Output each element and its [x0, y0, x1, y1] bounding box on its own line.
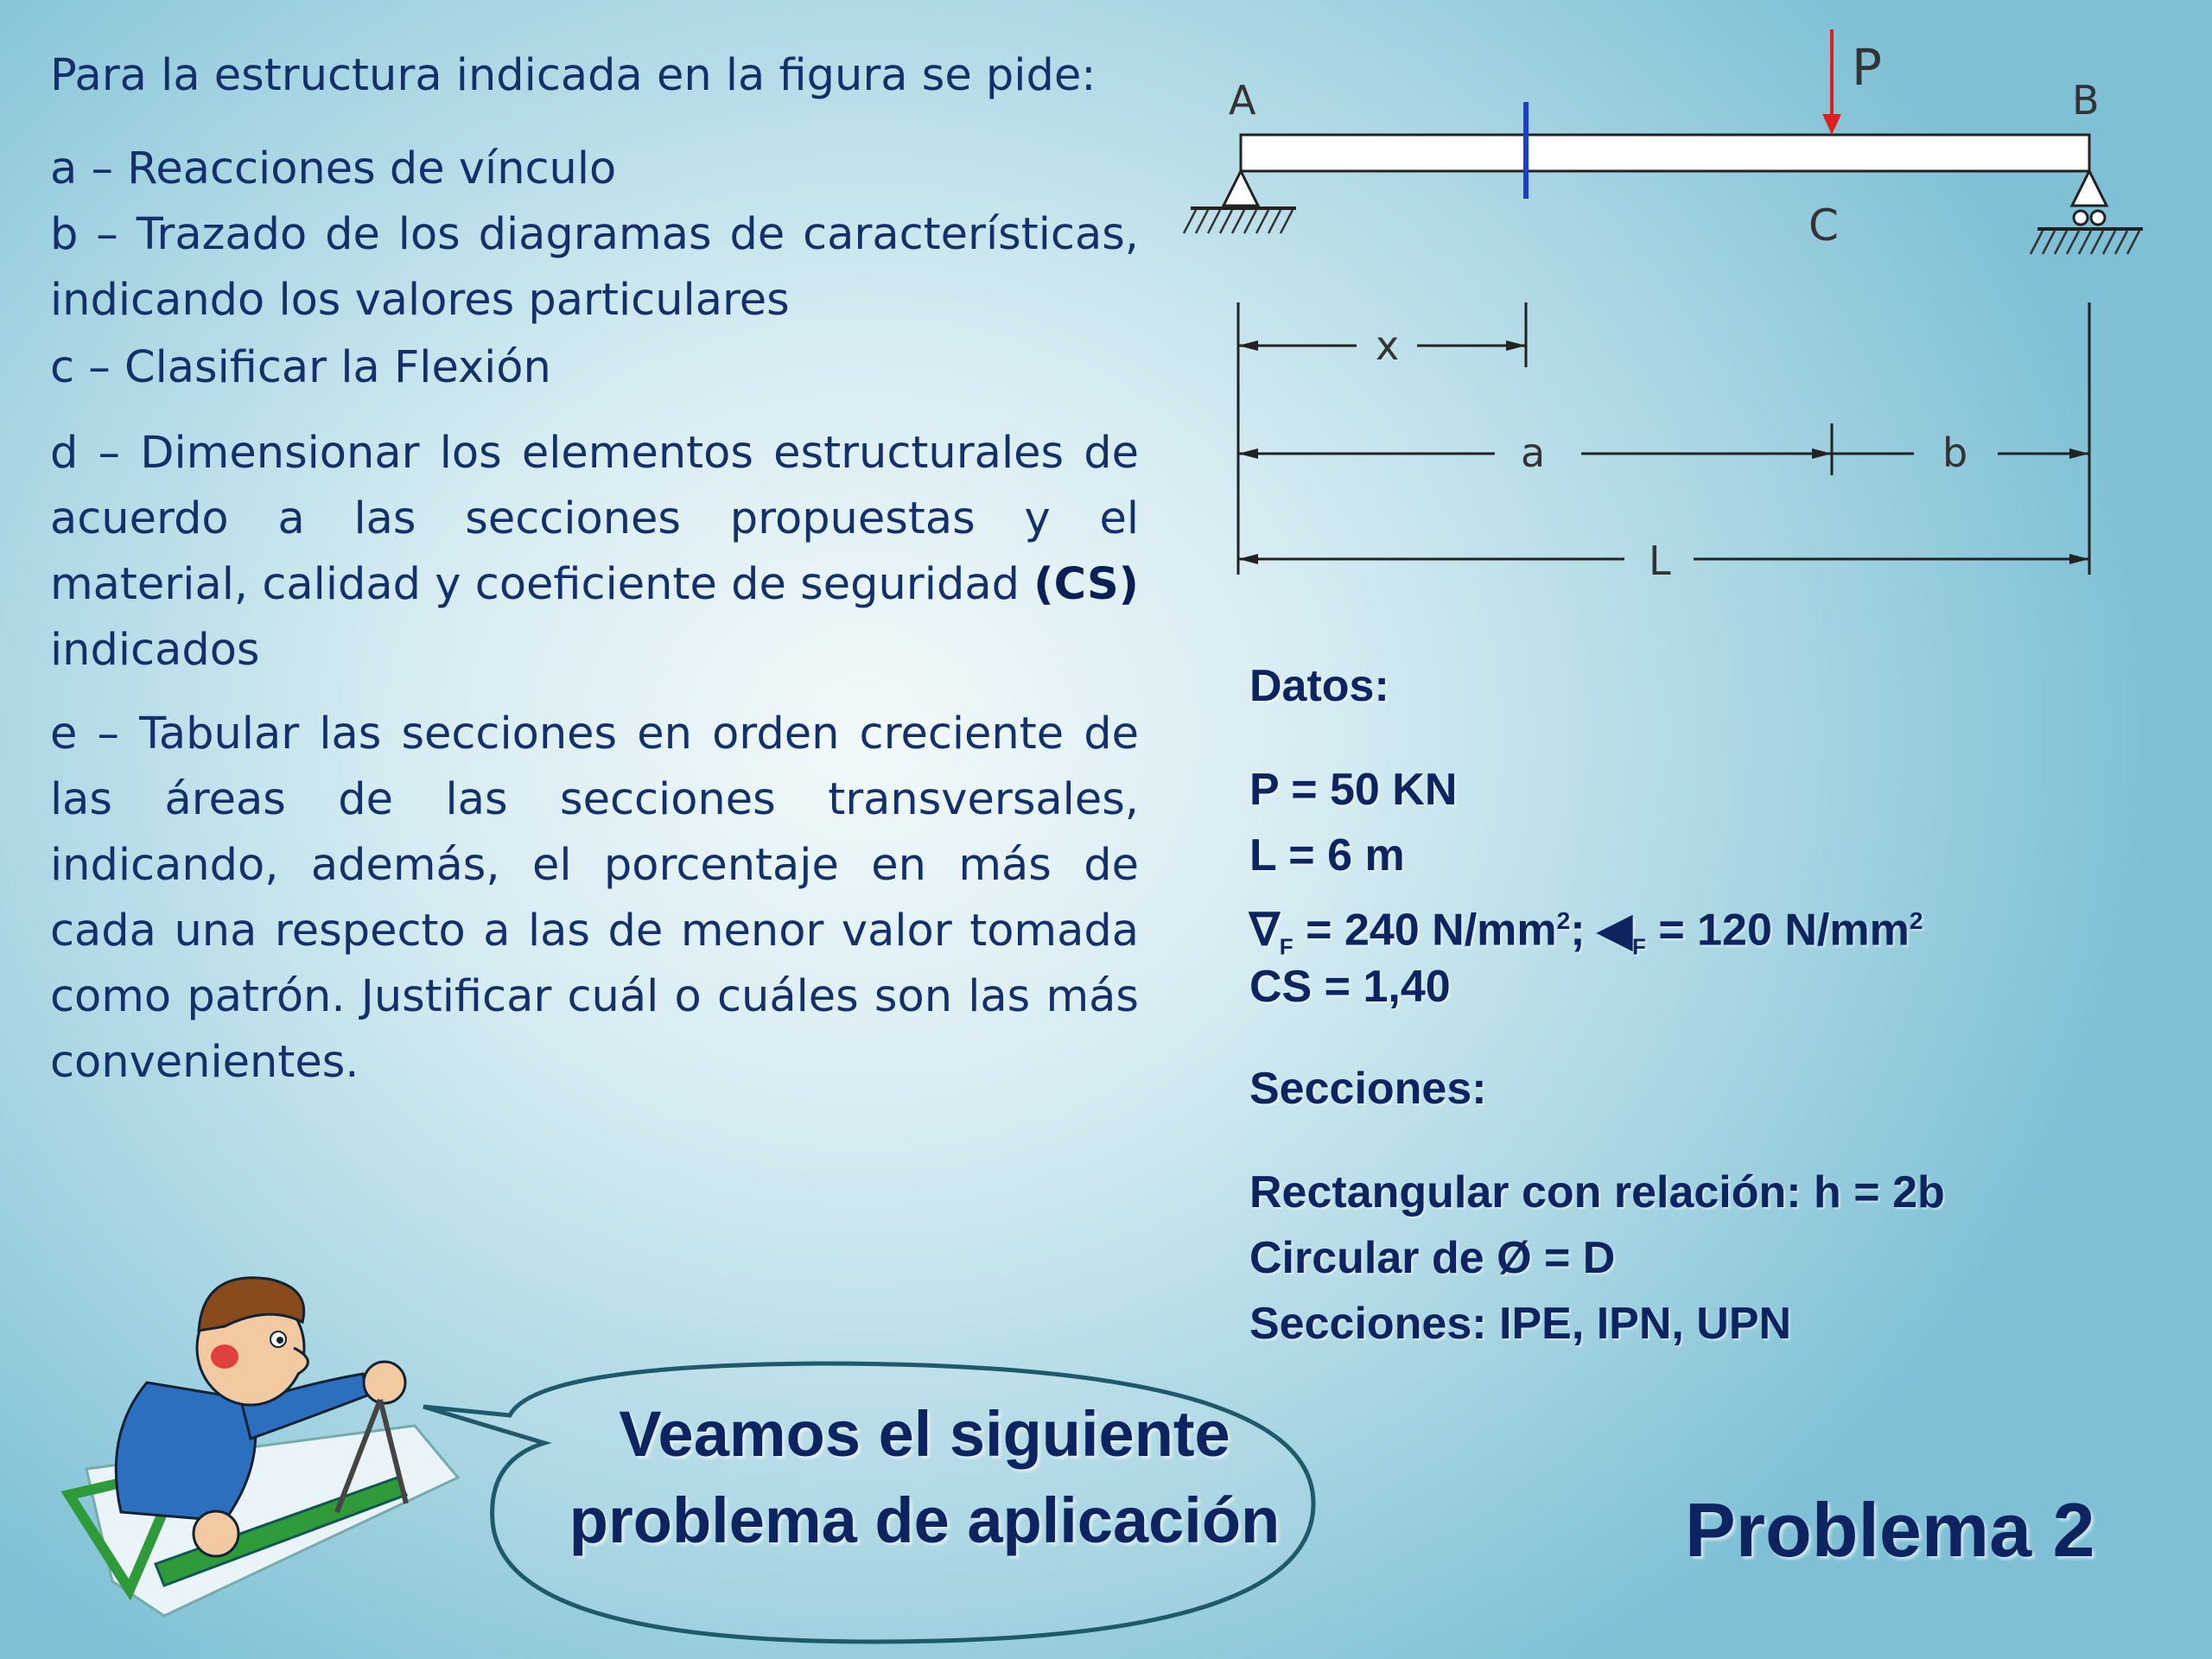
- tau-value: = 120 N/mm: [1645, 905, 1910, 956]
- task-d-cs: (CS): [1033, 559, 1139, 610]
- datos-p: P = 50 KN: [1249, 765, 1458, 815]
- pin-support-icon: [1184, 171, 1296, 233]
- label-b: B: [2072, 77, 2100, 124]
- sigma-value: = 240 N/mm: [1293, 905, 1557, 956]
- dim-b-label: b: [1942, 429, 1968, 476]
- task-b: b – Trazado de los diagramas de características, indicando los valores particulares: [50, 209, 1139, 326]
- task-e: e – Tabular las secciones en orden creciente de las áreas de las secciones transversales, indicando, además, el porcentaje en más de cada una respecto a las de menor valor tomada como patrón. Justificar cuál o cuáles son las más convenientes.: [50, 709, 1139, 1088]
- bubble-line-2: problema de aplicación: [569, 1484, 1281, 1556]
- secciones-perfiles: Secciones: IPE, IPN, UPN: [1249, 1299, 1792, 1349]
- sigma-sub: F: [1279, 933, 1294, 960]
- datos-cs: CS = 1,40: [1249, 962, 1451, 1012]
- seccion-circular: Circular de Ø = D: [1249, 1233, 1616, 1283]
- dim-a-label: a: [1521, 429, 1546, 476]
- label-a: A: [1229, 77, 1256, 124]
- stress-separator: ;: [1570, 905, 1598, 956]
- task-d-text: d – Dimensionar los elementos estructurales de acuerdo a las secciones propuestas y el material, calidad y coeficiente de seguridad: [50, 428, 1139, 610]
- task-a: a – Reacciones de vínculo: [50, 143, 617, 194]
- bubble-line-1: Veamos el siguiente: [619, 1398, 1230, 1470]
- tau-sub: F: [1631, 933, 1646, 960]
- secciones-title: Secciones:: [1249, 1064, 1487, 1114]
- beam-diagram: [1175, 17, 2169, 588]
- problem-title: Problema 2: [1685, 1487, 2095, 1573]
- dim-l-label: L: [1649, 537, 1671, 584]
- datos-title: Datos:: [1249, 661, 1389, 711]
- label-p: P: [1852, 38, 1882, 97]
- seccion-rectangular: Rectangular con relación: h = 2b: [1249, 1167, 1945, 1217]
- label-c: C: [1808, 200, 1839, 251]
- roller-support-icon: [2031, 171, 2143, 254]
- bubble-text: [518, 1391, 1331, 1564]
- intro-text: Para la estructura indicada en la figura se pide:: [50, 50, 1096, 101]
- task-c: c – Clasificar la Flexión: [50, 342, 551, 393]
- sigma-unit-exp: 2: [1556, 907, 1571, 934]
- beam: [1241, 135, 2089, 171]
- task-d-end: indicados: [50, 625, 260, 676]
- load-arrow-head: [1822, 114, 1841, 135]
- tau-icon: ◀: [1597, 905, 1632, 956]
- task-d: [50, 421, 1139, 683]
- sigma-icon: ∇: [1249, 905, 1280, 956]
- dim-x-label: x: [1376, 322, 1400, 369]
- tau-unit-exp: 2: [1909, 907, 1923, 934]
- datos-l: L = 6 m: [1249, 830, 1405, 880]
